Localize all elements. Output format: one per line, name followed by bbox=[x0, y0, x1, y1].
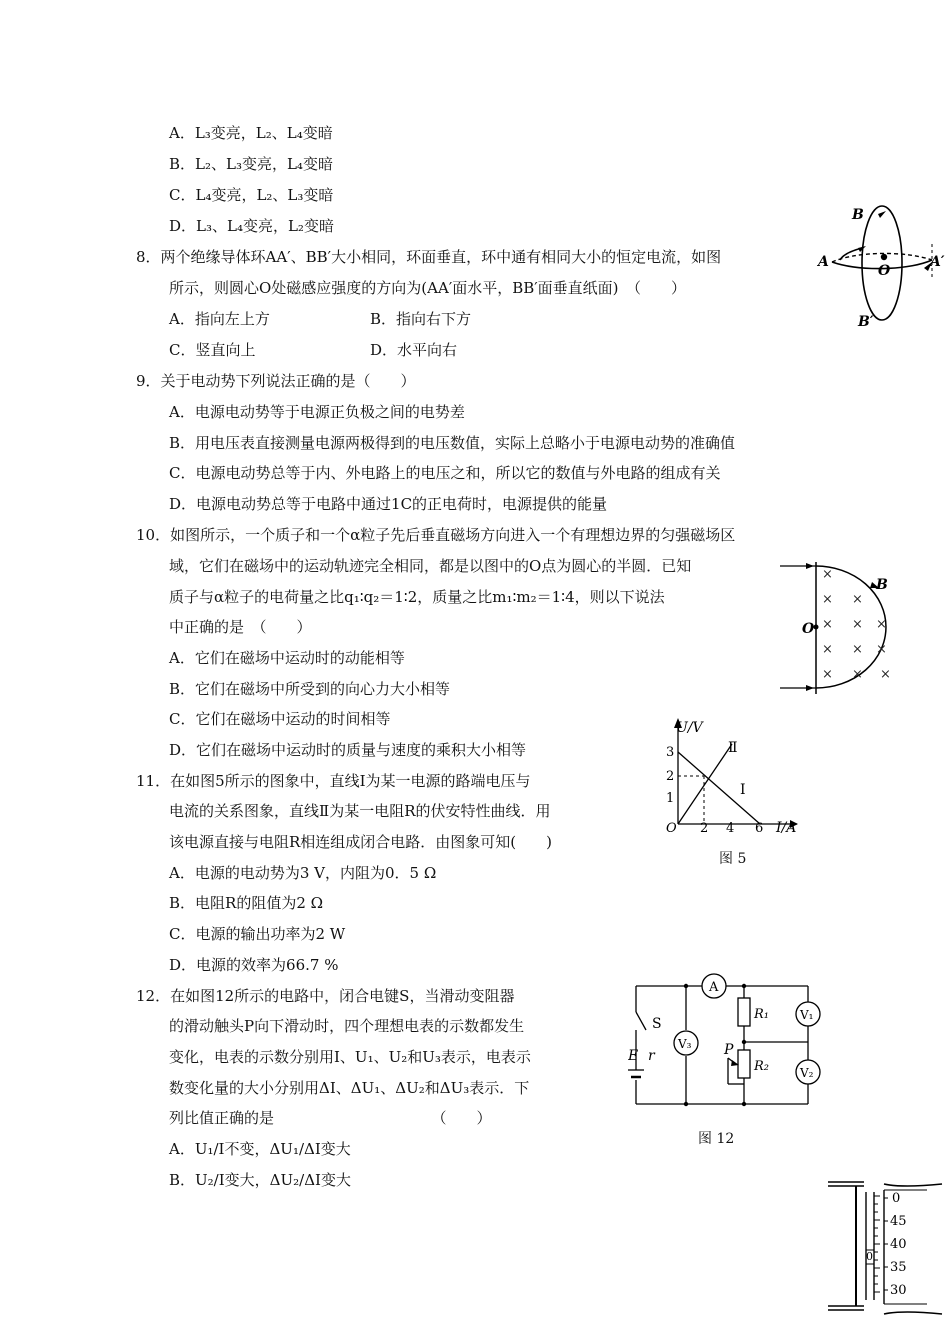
q12-fig-caption: 图 12 bbox=[698, 1131, 735, 1147]
q9-option-b: B．用电压表直接测量电源两极得到的电压数值，实际上总略小于电源电动势的准确值 bbox=[169, 434, 736, 452]
q11-graph-figure bbox=[662, 714, 812, 834]
q11-xtick-4: 4 bbox=[726, 821, 735, 834]
q7-option-d: D．L₃、L₄变亮，L₂变暗 bbox=[169, 217, 334, 235]
q12-slider-label: P bbox=[724, 1042, 734, 1058]
q12-stem-line5: 列比值正确的是 （ ） bbox=[169, 1109, 492, 1127]
q10-cross: × bbox=[852, 667, 863, 682]
q8-label-a: A bbox=[818, 254, 829, 270]
q10-cross: × bbox=[852, 592, 863, 607]
q7-option-c: C．L₄变亮，L₂、L₃变暗 bbox=[169, 186, 334, 204]
q12-v2-label: V₂ bbox=[800, 1066, 814, 1080]
q10-cross: × bbox=[852, 642, 863, 657]
q10-cross: × bbox=[822, 642, 833, 657]
q12-circuit-figure bbox=[628, 972, 828, 1112]
q12-option-b: B．U₂/I变大，ΔU₂/ΔI变大 bbox=[169, 1171, 351, 1189]
q9-option-d: D．电源电动势总等于电路中通过1C的正电荷时，电源提供的能量 bbox=[169, 495, 608, 513]
q10-stem-line1: 10．如图所示，一个质子和一个α粒子先后垂直磁场方向进入一个有理想边界的匀强磁场区 bbox=[136, 526, 736, 544]
q8-label-a-prime: A′ bbox=[930, 254, 945, 270]
q11-option-a: A．电源的电动势为3 V，内阻为0．5 Ω bbox=[169, 864, 437, 882]
q11-ytick-1: 1 bbox=[666, 791, 675, 806]
q9-option-c: C．电源电动势总等于内、外电路上的电压之和，所以它的数值与外电路的组成有关 bbox=[169, 464, 721, 482]
q10-label-b: B bbox=[876, 577, 888, 593]
q12-r1-label: R₁ bbox=[754, 1007, 769, 1022]
q12-v1-label: V₁ bbox=[800, 1008, 814, 1022]
q11-stem-line1: 11．在如图5所示的图象中，直线Ⅰ为某一电源的路端电压与 bbox=[136, 772, 531, 790]
q8-option-d: D．水平向右 bbox=[370, 341, 458, 359]
q10-cross: × bbox=[852, 617, 863, 632]
q10-cross: × bbox=[876, 642, 887, 657]
q10-label-o: O bbox=[802, 621, 815, 637]
q8-label-o: O bbox=[878, 263, 891, 279]
q11-option-b: B．电阻R的阻值为2 Ω bbox=[169, 894, 324, 912]
q12-stem-line3: 变化，电表的示数分别用I、U₁、U₂和U₃表示，电表示 bbox=[169, 1048, 531, 1066]
micrometer-scale-40: 40 bbox=[890, 1237, 907, 1252]
micrometer-scale-30: 30 bbox=[890, 1283, 907, 1298]
q8-option-c: C．竖直向上 bbox=[169, 341, 256, 359]
q10-option-b: B．它们在磁场中所受到的向心力大小相等 bbox=[169, 680, 451, 698]
q11-line2-label: Ⅱ bbox=[728, 740, 738, 756]
q8-option-a: A．指向左上方 bbox=[169, 310, 270, 328]
micrometer-figure bbox=[822, 1176, 948, 1326]
q7-option-b: B．L₂、L₃变亮，L₄变暗 bbox=[169, 155, 333, 173]
q10-option-a: A．它们在磁场中运动时的动能相等 bbox=[169, 649, 405, 667]
q12-emf-label: E bbox=[628, 1048, 639, 1064]
q11-ylabel: U/V bbox=[676, 720, 703, 736]
q11-fig-caption: 图 5 bbox=[719, 851, 747, 867]
micrometer-main-zero: 0 bbox=[866, 1250, 873, 1263]
q10-option-d: D．它们在磁场中运动时的质量与速度的乘积大小相等 bbox=[169, 741, 527, 759]
q10-cross: × bbox=[880, 667, 891, 682]
micrometer-scale-45: 45 bbox=[890, 1214, 907, 1229]
q11-stem-line2: 电流的关系图象，直线Ⅱ为某一电阻R的伏安特性曲线．用 bbox=[169, 802, 551, 820]
q11-option-c: C．电源的输出功率为2 W bbox=[169, 925, 346, 943]
q7-option-a: A．L₃变亮，L₂、L₄变暗 bbox=[169, 124, 333, 142]
q8-stem-line2: 所示，则圆心O处磁感应强度的方向为(AA′面水平，BB′面垂直纸面) （ ） bbox=[169, 279, 687, 297]
micrometer-scale-0: 0 bbox=[892, 1191, 901, 1206]
q11-line1-label: Ⅰ bbox=[740, 782, 746, 798]
q12-stem-line1: 12．在如图12所示的电路中，闭合电键S，当滑动变阻器 bbox=[136, 987, 515, 1005]
q10-stem-line3: 质子与α粒子的电荷量之比q₁∶q₂＝1∶2，质量之比m₁∶m₂＝1∶4，则以下说法 bbox=[169, 588, 665, 606]
q10-stem-line2: 域，它们在磁场中的运动轨迹完全相同，都是以图中的O点为圆心的半圆．已知 bbox=[169, 557, 692, 575]
q11-origin: O bbox=[666, 821, 677, 834]
q10-cross: × bbox=[822, 592, 833, 607]
q12-stem-line2: 的滑动触头P向下滑动时，四个理想电表的示数都发生 bbox=[169, 1017, 525, 1035]
q9-option-a: A．电源电动势等于电源正负极之间的电势差 bbox=[169, 403, 465, 421]
q10-cross: × bbox=[876, 617, 887, 632]
q10-stem-line4: 中正确的是 （ ） bbox=[169, 618, 312, 636]
q12-internal-label: r bbox=[648, 1048, 655, 1064]
q11-option-d: D．电源的效率为66.7 % bbox=[169, 956, 339, 974]
q11-xlabel: I/A bbox=[776, 820, 797, 834]
q8-option-b: B．指向右下方 bbox=[370, 310, 472, 328]
q12-ammeter-label: A bbox=[709, 980, 719, 995]
q11-ytick-3: 3 bbox=[666, 745, 675, 760]
q10-option-c: C．它们在磁场中运动的时间相等 bbox=[169, 710, 391, 728]
q11-stem-line3: 该电源直接与电阻R相连组成闭合电路．由图象可知( ) bbox=[169, 833, 553, 851]
q9-stem: 9．关于电动势下列说法正确的是（ ） bbox=[136, 372, 416, 390]
q8-rings-figure bbox=[812, 200, 948, 330]
q11-xtick-2: 2 bbox=[700, 821, 709, 834]
q12-switch-label: S bbox=[652, 1016, 662, 1032]
q8-label-b-prime: B′ bbox=[858, 314, 874, 330]
q12-v3-label: V₃ bbox=[678, 1037, 692, 1051]
micrometer-scale-35: 35 bbox=[890, 1260, 907, 1275]
q8-stem-line1: 8．两个绝缘导体环AA′、BB′大小相同，环面垂直，环中通有相同大小的恒定电流，如图 bbox=[136, 248, 722, 266]
q12-r2-label: R₂ bbox=[754, 1059, 769, 1074]
q10-magnetic-field-figure bbox=[776, 558, 906, 698]
q11-xtick-6: 6 bbox=[755, 821, 764, 834]
q10-cross: × bbox=[822, 567, 833, 582]
q10-cross: × bbox=[822, 667, 833, 682]
q12-stem-line4: 数变化量的大小分别用ΔI、ΔU₁、ΔU₂和ΔU₃表示．下 bbox=[169, 1079, 530, 1097]
q10-cross: × bbox=[822, 617, 833, 632]
q11-ytick-2: 2 bbox=[666, 769, 675, 784]
q12-option-a: A．U₁/I不变，ΔU₁/ΔI变大 bbox=[169, 1140, 351, 1158]
q8-label-b: B bbox=[852, 207, 864, 223]
